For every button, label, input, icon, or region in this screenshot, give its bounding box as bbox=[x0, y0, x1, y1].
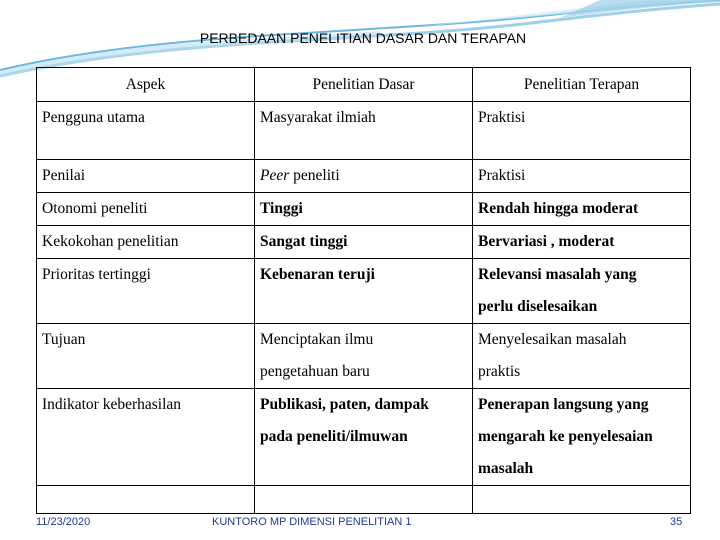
table-row bbox=[37, 226, 691, 259]
table-row bbox=[37, 324, 691, 389]
aspect-cell: Pengguna utama bbox=[37, 102, 255, 160]
header-penelitian-dasar: Penelitian Dasar bbox=[255, 68, 473, 102]
dasar-cell bbox=[255, 324, 473, 389]
empty-cell bbox=[473, 486, 691, 514]
table-row bbox=[37, 160, 691, 193]
aspect-cell: Prioritas tertinggi bbox=[37, 259, 255, 324]
dasar-cell bbox=[255, 389, 473, 486]
dasar-line: Publikasi, paten, dampak bbox=[260, 396, 429, 413]
terapan-line: Penerapan langsung yang bbox=[478, 396, 649, 413]
terapan-line: mengarah ke penyelesaian bbox=[478, 428, 653, 445]
terapan-cell bbox=[473, 324, 691, 389]
aspect-cell: Indikator keberhasilan bbox=[37, 389, 255, 486]
empty-cell bbox=[255, 486, 473, 514]
dasar-line: pada peneliti/ilmuwan bbox=[260, 428, 408, 445]
dasar-cell bbox=[255, 160, 473, 193]
footer-date: 11/23/2020 bbox=[36, 516, 91, 528]
terapan-cell: Praktisi bbox=[473, 160, 691, 193]
dasar-line: Menciptakan ilmu bbox=[260, 331, 374, 348]
table-row bbox=[37, 389, 691, 486]
aspect-cell: Kekokohan penelitian bbox=[37, 226, 255, 259]
footer-center-text: KUNTORO MP DIMENSI PENELITIAN 1 bbox=[212, 516, 412, 528]
terapan-line: perlu diselesaikan bbox=[478, 298, 598, 315]
aspect-cell: Penilai bbox=[37, 160, 255, 193]
empty-cell bbox=[37, 486, 255, 514]
aspect-cell: Tujuan bbox=[37, 324, 255, 389]
dasar-text: peneliti bbox=[289, 167, 340, 184]
terapan-cell bbox=[473, 389, 691, 486]
dasar-cell: Sangat tinggi bbox=[255, 226, 473, 259]
dasar-cell: Kebenaran teruji bbox=[255, 259, 473, 324]
table-row bbox=[37, 259, 691, 324]
dasar-line: pengetahuan baru bbox=[260, 363, 370, 380]
terapan-line: masalah bbox=[478, 460, 534, 477]
header-aspek: Aspek bbox=[37, 68, 255, 102]
terapan-line: Menyelesaikan masalah bbox=[478, 331, 627, 348]
terapan-line: Relevansi masalah yang bbox=[478, 266, 637, 283]
footer-page-number: 35 bbox=[670, 516, 683, 528]
terapan-cell: Bervariasi , moderat bbox=[473, 226, 691, 259]
aspect-cell: Otonomi peneliti bbox=[37, 193, 255, 226]
dasar-cell: Tinggi bbox=[255, 193, 473, 226]
terapan-line: praktis bbox=[478, 363, 521, 380]
terapan-cell: Praktisi bbox=[473, 102, 691, 160]
header-penelitian-terapan: Penelitian Terapan bbox=[473, 68, 691, 102]
terapan-cell: Rendah hingga moderat bbox=[473, 193, 691, 226]
dasar-em-text: Peer bbox=[260, 167, 290, 184]
table-header-row bbox=[37, 68, 691, 102]
table-row bbox=[37, 102, 691, 160]
table-row bbox=[37, 193, 691, 226]
table-row-empty bbox=[37, 486, 691, 514]
comparison-table bbox=[36, 67, 691, 514]
terapan-cell bbox=[473, 259, 691, 324]
slide-title: PERBEDAAN PENELITIAN DASAR DAN TERAPAN bbox=[199, 30, 527, 46]
dasar-cell: Masyarakat ilmiah bbox=[255, 102, 473, 160]
